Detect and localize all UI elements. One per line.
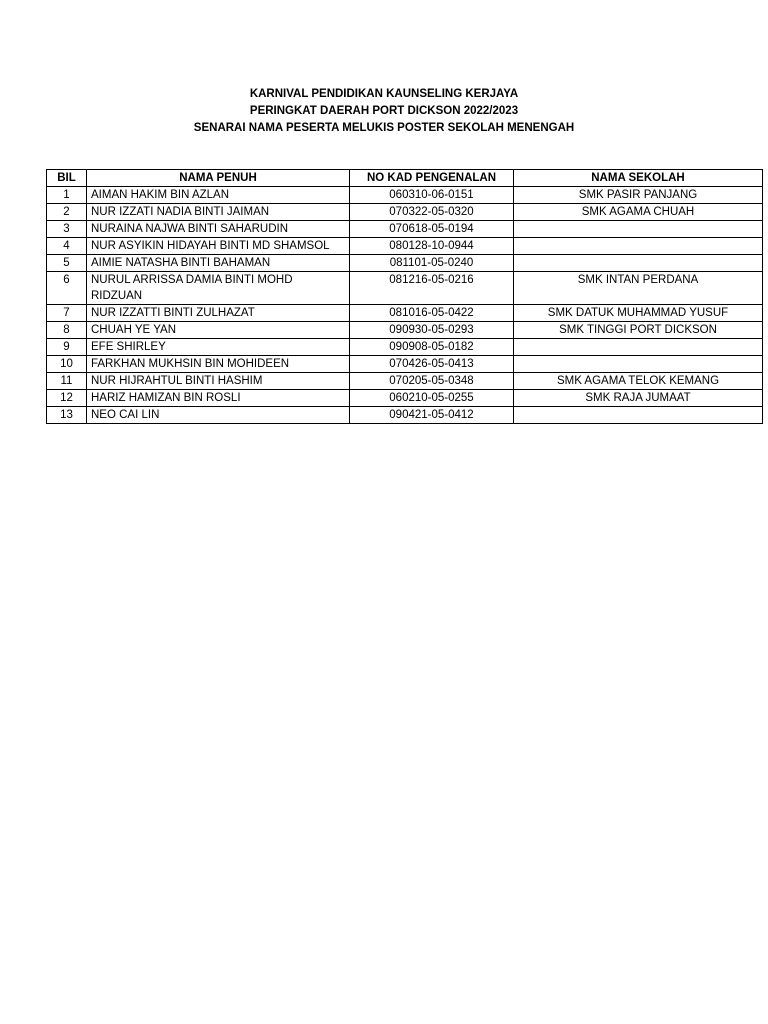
row-number: 10 [47,356,87,373]
column-header-nama-sekolah: NAMA SEKOLAH [514,170,763,187]
table-row [47,305,763,322]
header-list-title: SENARAI NAMA PESERTA MELUKIS POSTER SEKOLAH MENENGAH [193,122,575,134]
row-number: 9 [47,339,87,356]
ic-number: 081016-05-0422 [350,305,514,322]
table-row [47,238,763,255]
school-name [514,221,763,238]
ic-number: 070618-05-0194 [350,221,514,238]
column-header-bil: BIL [47,170,87,187]
table-row [47,407,763,424]
document-header [0,86,768,137]
participant-name: AIMAN HAKIM BIN AZLAN [87,187,350,204]
school-name: SMK PASIR PANJANG [514,187,763,204]
ic-number: 070426-05-0413 [350,356,514,373]
table-row [47,322,763,339]
column-header-nama-penuh: NAMA PENUH [87,170,350,187]
table-row [47,204,763,221]
school-name: SMK AGAMA TELOK KEMANG [514,373,763,390]
ic-number: 090908-05-0182 [350,339,514,356]
header-subtitle: PERINGKAT DAERAH PORT DICKSON 2022/2023 [249,105,519,117]
ic-number: 090930-05-0293 [350,322,514,339]
school-name [514,356,763,373]
participant-name: NUR IZZATI NADIA BINTI JAIMAN [87,204,350,221]
table-row [47,339,763,356]
row-number: 4 [47,238,87,255]
ic-number: 080128-10-0944 [350,238,514,255]
row-number: 1 [47,187,87,204]
ic-number: 060310-06-0151 [350,187,514,204]
column-header-no-kad-pengenalan: NO KAD PENGENALAN [350,170,514,187]
row-number: 12 [47,390,87,407]
row-number: 6 [47,272,87,305]
table-row [47,390,763,407]
participant-name: HARIZ HAMIZAN BIN ROSLI [87,390,350,407]
ic-number: 081216-05-0216 [350,272,514,305]
ic-number: 070205-05-0348 [350,373,514,390]
participant-name: CHUAH YE YAN [87,322,350,339]
school-name: SMK TINGGI PORT DICKSON [514,322,763,339]
row-number: 5 [47,255,87,272]
participant-name: NUR ASYIKIN HIDAYAH BINTI MD SHAMSOL [87,238,350,255]
table-row [47,356,763,373]
school-name: SMK RAJA JUMAAT [514,390,763,407]
table-row [47,221,763,238]
participant-name: EFE SHIRLEY [87,339,350,356]
participant-name: NURUL ARRISSA DAMIA BINTI MOHD RIDZUAN [87,272,350,305]
school-name: SMK INTAN PERDANA [514,272,763,305]
participant-name: FARKHAN MUKHSIN BIN MOHIDEEN [87,356,350,373]
participant-name: AIMIE NATASHA BINTI BAHAMAN [87,255,350,272]
participant-table [46,169,763,424]
school-name [514,407,763,424]
header-title: KARNIVAL PENDIDIKAN KAUNSELING KERJAYA [249,88,519,100]
table-row [47,255,763,272]
participant-name: NEO CAI LIN [87,407,350,424]
participant-name: NUR IZZATTI BINTI ZULHAZAT [87,305,350,322]
row-number: 3 [47,221,87,238]
school-name: SMK DATUK MUHAMMAD YUSUF [514,305,763,322]
ic-number: 060210-05-0255 [350,390,514,407]
ic-number: 090421-05-0412 [350,407,514,424]
ic-number: 070322-05-0320 [350,204,514,221]
participant-name: NURAINA NAJWA BINTI SAHARUDIN [87,221,350,238]
school-name [514,255,763,272]
row-number: 2 [47,204,87,221]
row-number: 13 [47,407,87,424]
row-number: 8 [47,322,87,339]
ic-number: 081101-05-0240 [350,255,514,272]
row-number: 7 [47,305,87,322]
school-name [514,339,763,356]
row-number: 11 [47,373,87,390]
table-row [47,187,763,204]
table-row [47,272,763,305]
table-header-row [47,170,763,187]
school-name [514,238,763,255]
table-row [47,373,763,390]
participant-name: NUR HIJRAHTUL BINTI HASHIM [87,373,350,390]
school-name: SMK AGAMA CHUAH [514,204,763,221]
